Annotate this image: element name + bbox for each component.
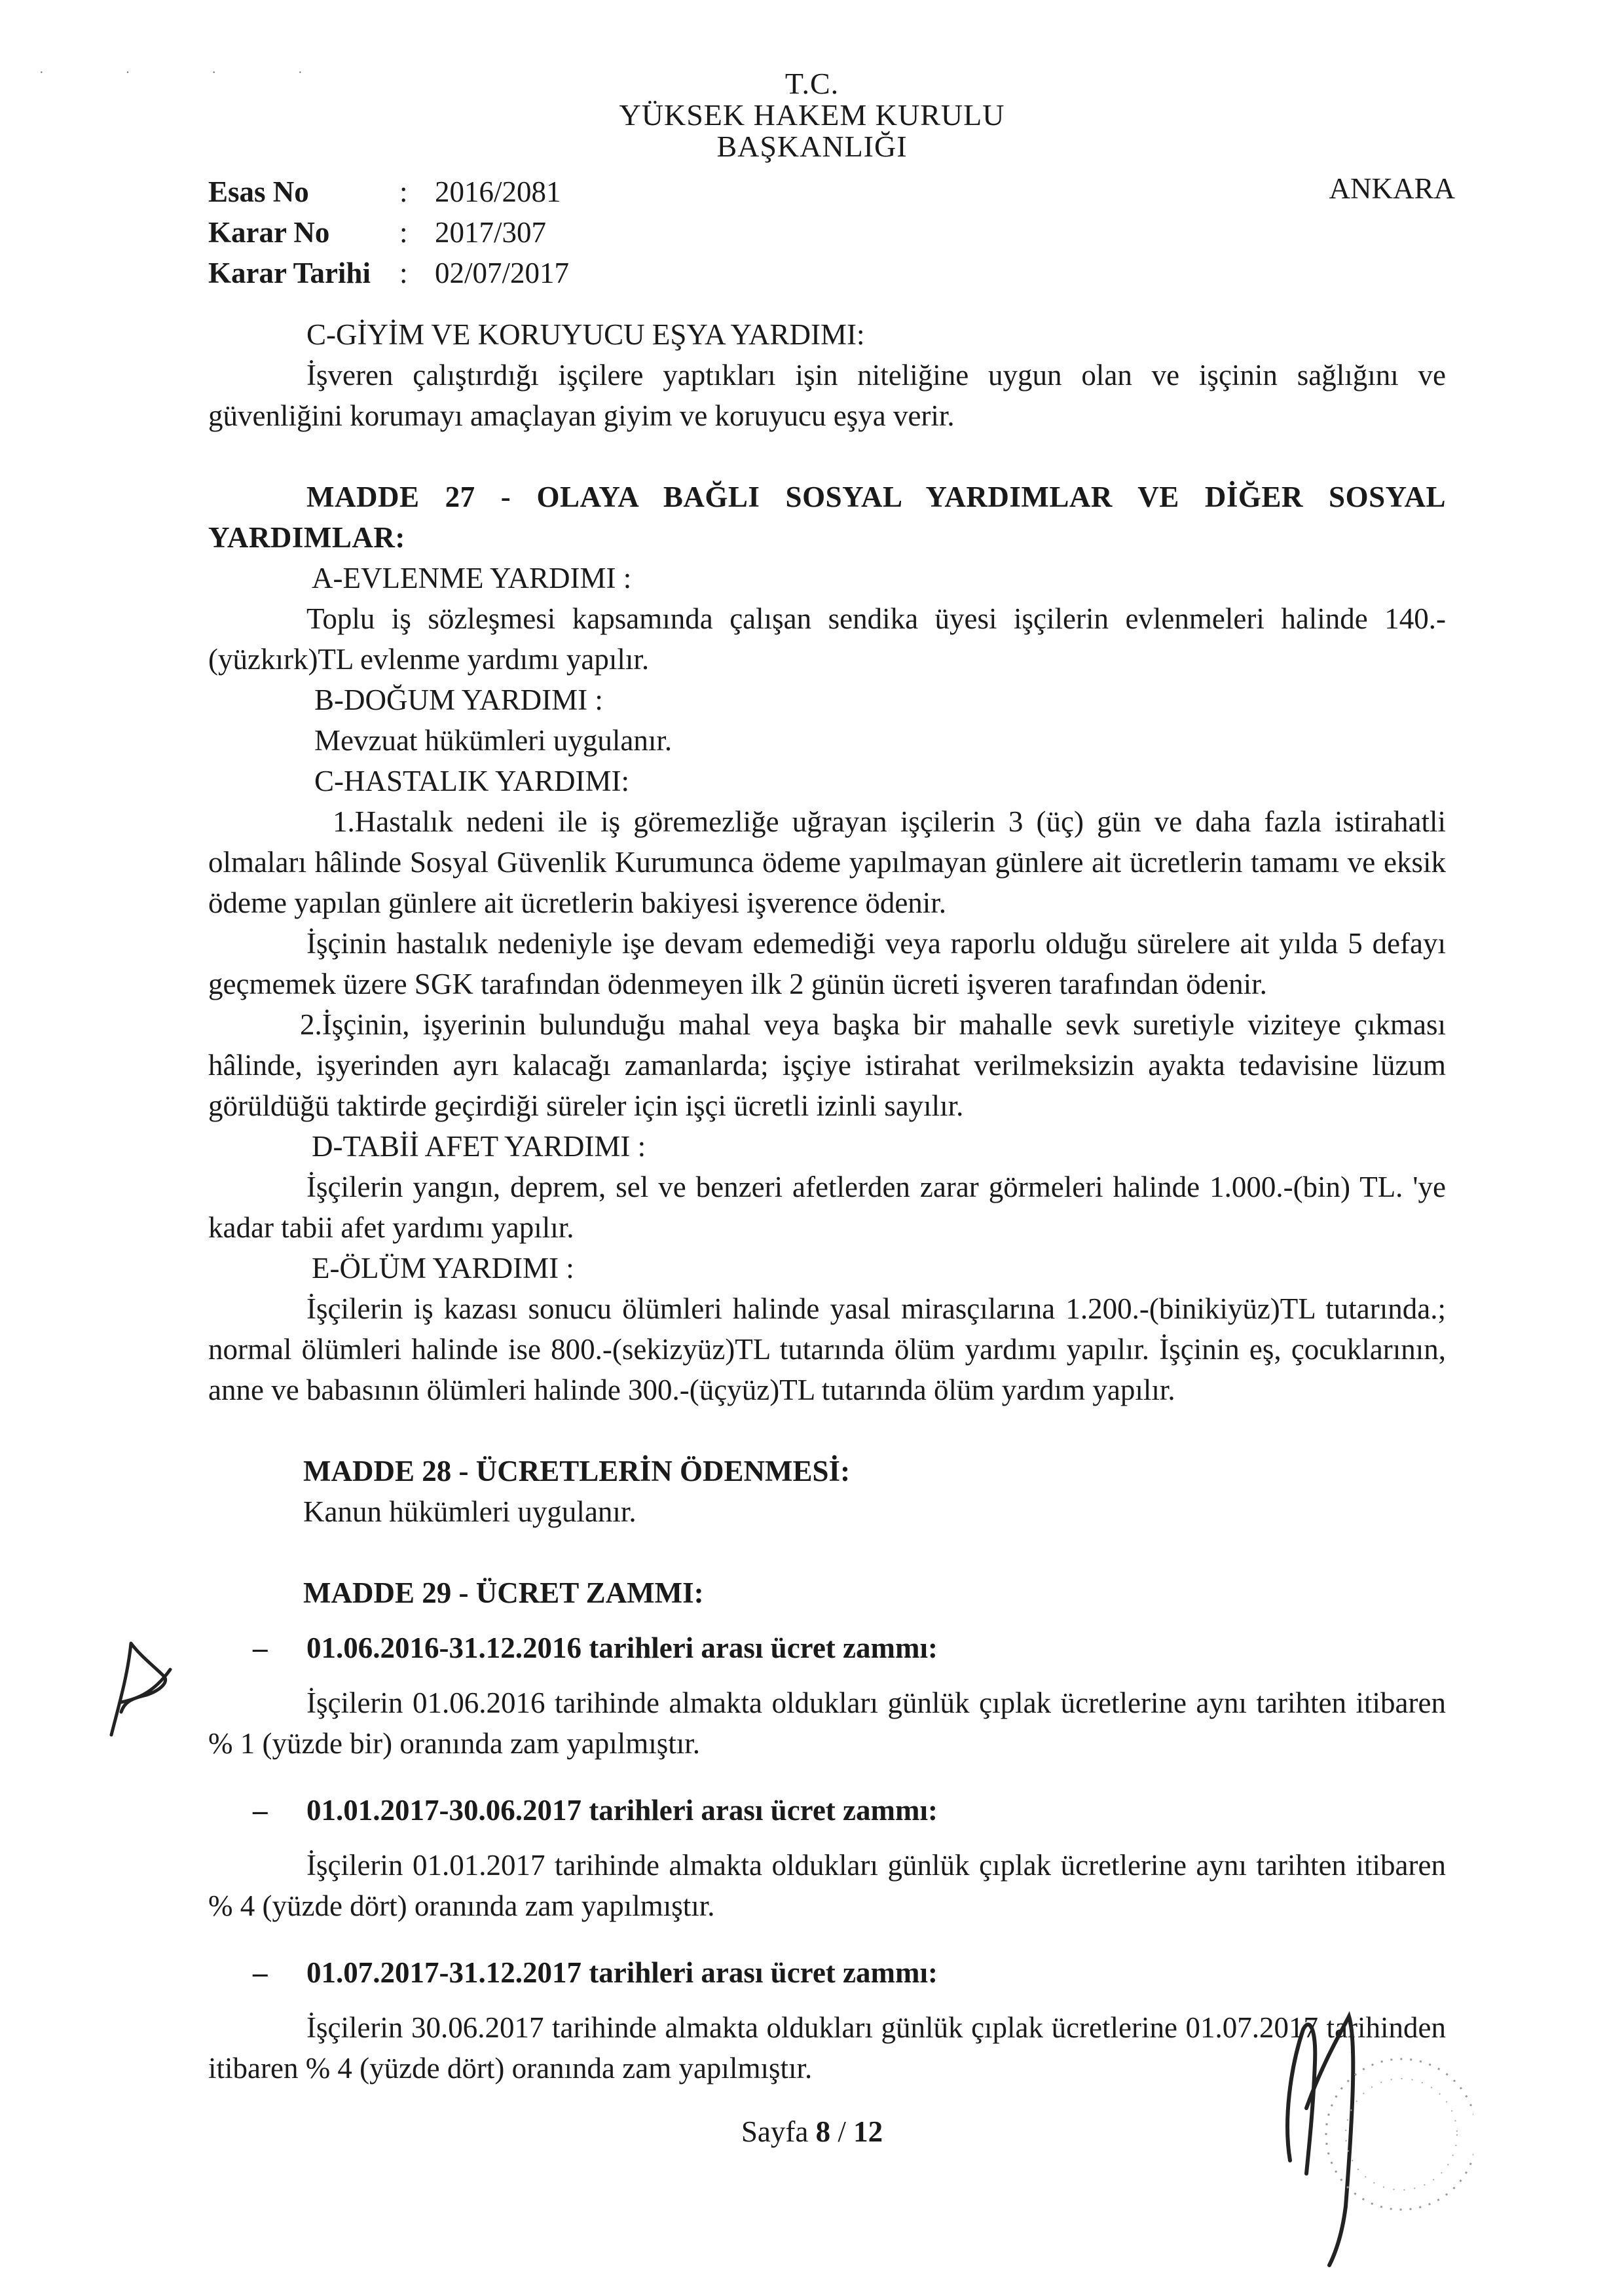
zam-text-3: İşçilerin 30.06.2017 tarihinde almakta oldukları günlük çıplak ücretlerine 01.07.2017 tarihinden itibaren % 4 (yüzde dört) oranında zam yapılmıştır.: [208, 2011, 1446, 2085]
dogum-text: Mevzuat hükümleri uygulanır.: [314, 724, 673, 757]
hastalik-paragraph-2: İşçinin hastalık nedeniyle işe devam edemediği veya raporlu olduğu sürelere ait yılda 5 defayı geçmemek üzere SGK tarafından ödenmeyen ilk 2 günün ücreti işveren tarafından ödenir.: [208, 927, 1446, 1000]
scan-specks: · · · ·: [39, 65, 342, 80]
meta-colon: :: [399, 175, 408, 208]
zam-heading-2: [253, 1790, 1446, 1831]
madde-27-title: MADDE 27 - OLAYA BAĞLI SOSYAL YARDIMLAR VE DİĞER SOSYAL YARDIMLAR:: [208, 481, 1446, 554]
afet-heading: D-TABİİ AFET YARDIMI :: [312, 1130, 646, 1163]
city-label: ANKARA: [1329, 172, 1455, 205]
madde-28-text: Kanun hükümleri uygulanır.: [303, 1495, 637, 1528]
header-line-2: YÜKSEK HAKEM KURULU: [619, 98, 1005, 132]
hastalik-paragraph-3: 2.İşçinin, işyerinin bulunduğu mahal veya başka bir mahalle sevk suretiyle viziteye çıkması hâlinde, işyerinden ayrı kalacağı zamanlarda; işçiye istirahat verilmeksizin ayakta tedavisine lüzum görüldüğü taktirde geçirdiği süreler için işçi ücretli izinli sayılır.: [208, 1008, 1446, 1122]
dash-bullet: –: [253, 1956, 268, 1989]
hastalik-heading: C-HASTALIK YARDIMI:: [314, 765, 629, 797]
giyim-heading: C-GİYİM VE KORUYUCU EŞYA YARDIMI:: [306, 318, 865, 351]
meta-karar-tarihi: [208, 253, 569, 293]
meta-karar-no: [208, 212, 569, 253]
page-separator: /: [830, 2115, 854, 2148]
meta-label: Karar Tarihi: [208, 257, 371, 289]
zam-heading-3: [253, 1952, 1446, 1993]
zam-heading-text: 01.06.2016-31.12.2016 tarihleri arası ücret zammı:: [306, 1631, 938, 1664]
meta-esas-no: [208, 172, 569, 212]
meta-colon: :: [399, 216, 408, 249]
evlenme-heading: A-EVLENME YARDIMI :: [312, 562, 632, 594]
dogum-heading: B-DOĞUM YARDIMI :: [314, 683, 603, 716]
afet-text: İşçilerin yangın, deprem, sel ve benzeri afetlerden zarar görmeleri halinde 1.000.-(bin) TL. 'ye kadar tabii afet yardımı yapılır.: [208, 1171, 1446, 1244]
handwritten-initials: [92, 1630, 183, 1745]
meta-label: Esas No: [208, 175, 309, 208]
zam-heading-text: 01.01.2017-30.06.2017 tarihleri arası ücret zammı:: [306, 1794, 938, 1827]
giyim-text: İşveren çalıştırdığı işçilere yaptıkları işin niteliğine uygun olan ve işçinin sağlığını ve güvenliğini korumayı amaçlayan giyim ve koruyucu eşya verir.: [208, 359, 1446, 432]
header-line-3: BAŞKANLIĞI: [716, 130, 908, 163]
page-total: 12: [853, 2115, 883, 2148]
header-line-1: T.C.: [784, 67, 840, 100]
zam-heading-1: [253, 1628, 1446, 1668]
zam-text-1: İşçilerin 01.06.2016 tarihinde almakta oldukları günlük çıplak ücretlerine aynı tarihten itibaren % 1 (yüzde bir) oranında zam yapılmıştır.: [208, 1686, 1446, 1760]
document-body: [208, 314, 1446, 2088]
case-meta: [208, 172, 569, 293]
meta-label: Karar No: [208, 216, 330, 249]
evlenme-text: Toplu iş sözleşmesi kapsamında çalışan sendika üyesi işçilerin evlenmeleri halinde 140.-(yüzkırk)TL evlenme yardımı yapılır.: [208, 602, 1446, 676]
meta-value: 2017/307: [435, 216, 547, 249]
page-current: 8: [815, 2115, 831, 2148]
zam-heading-text: 01.07.2017-31.12.2017 tarihleri arası ücret zammı:: [306, 1956, 938, 1989]
meta-value: 02/07/2017: [435, 257, 570, 289]
dash-bullet: –: [253, 1794, 268, 1827]
dash-bullet: –: [253, 1631, 268, 1664]
page-number: [0, 2115, 1624, 2149]
meta-value: 2016/2081: [435, 175, 561, 208]
meta-colon: :: [399, 257, 408, 289]
zam-text-2: İşçilerin 01.01.2017 tarihinde almakta oldukları günlük çıplak ücretlerine aynı tarihten itibaren % 4 (yüzde dört) oranında zam yapılmıştır.: [208, 1849, 1446, 1922]
madde-29-title: MADDE 29 - ÜCRET ZAMMI:: [303, 1576, 704, 1609]
olum-text: İşçilerin iş kazası sonucu ölümleri halinde yasal mirasçılarına 1.200.-(binikiyüz)TL tutarında.; normal ölümleri halinde ise 800.-(sekizyüz)TL tutarında ölüm yardımı yapılır. İşçinin eş, çocuklarının, anne ve babasının ölümleri halinde 300.-(üçyüz)TL tutarında ölüm yardım yapılır.: [208, 1292, 1446, 1406]
page-prefix: Sayfa: [741, 2115, 816, 2148]
hastalik-paragraph-1: 1.Hastalık nedeni ile iş göremezliğe uğrayan işçilerin 3 (üç) gün ve daha fazla istirahatli olmaları hâlinde Sosyal Güvenlik Kurumunca ödeme yapılmayan günlere ait ücretlerin tamamı ve eksik ödeme yapılan günlere ait ücretlerin bakiyesi işverence ödenir.: [208, 805, 1446, 919]
olum-heading: E-ÖLÜM YARDIMI :: [312, 1252, 574, 1285]
madde-28-title: MADDE 28 - ÜCRETLERİN ÖDENMESİ:: [303, 1455, 851, 1487]
